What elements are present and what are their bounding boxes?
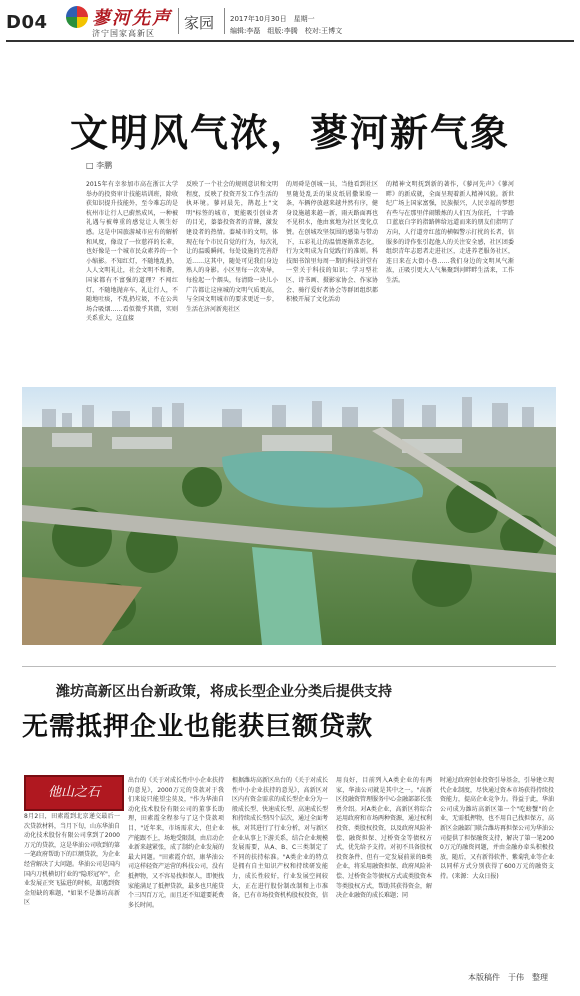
article2-column: 出台的《关于对成长性中小企业扶持的意见》，2000万元的贷款对于我们来说只能望尘莫及，"作为华油自动化技术股份有限公司的董事长助理，田素霞全程参与了这个贷款项目，"近年来，市场需求大，但企业产能跟不上，场地受限制，由启动企业新来越紧张，成了制约企业发展的最大问题。"田素霞介绍，康华油公司这样轻资产运营的科技公司，没有抵押物，又不容易找担保人，即便找家能满足了抵押贷款，最多也只能贷个三四百万元，而且还不知道要耗费多长时间。 [128,777,224,909]
article1-column: 的周舜是创城一员，当他看到社区里随处乱丢的果皮纸屑撒果睑一条，车辆停放越来越井然有序，健身设施越来越一新，雨天路面再也不见积水，他由衷地为社区变化点赞。在创城攻坚氛围的感染与带动下，五彩礼让的温情逐渐常态化，行为文明成为自觉践行的准则。科技图书馆里每周一期的科技讲堂有一堂关于科技的知识；学习型社区、诗书画、摄影家协会、作家协会、骑行爱好者协会等群团组织都积极开展了文化活动 [286,181,378,304]
newspaper-brand: 蓼河先声 [92,8,172,29]
section-divider [22,666,556,667]
article1-column: 反映了一个社会的规则意识和文明程度，反映了投资开发工作生活的执环境。蓼河晨先，鹊起上"文明"标签的城市，更能吸引创业者的目光，蓁蓁投资者的青睐，激发建设者的热情。蓁城市的文明，体现在每个市民自觉的行为，每次礼让的温暖瞬间，每处设施的完善舒适……这其中，随处可见我们身边熟人的身影。小区里每一次劝导，每捡起一个烟头，每清除一块儿小广告都让这座城的文明气质更高，与全国文明城市的要求更近一步，生活在济河新苑社区 [186,181,278,313]
header-divider [224,8,225,34]
article2-column: 用良好，目前列入A类企业的有两家，华油公司就是其中之一。"高新区投融资管理服务中心金融部部长张勇介绍。对A类企业，高新区将综合运用政府和市场两种资源，通过权利投资、类股权投资，以及政府风险补偿、融资担保、过桥资金等债权方式，优先给予支持。对初不具备股权投资条件、但有一定发展前景的B类企业，将采用融资担保、政府风险补偿、过桥资金等债权方式或类股资本等类股权方式，帮助其获得资金，解决企业融资的成长难题；同 [336,777,432,900]
article2-column: 8月2日，田素霞到北京递交最后一次贷款材料，当月下旬，山东华油自动化技术股份有限公司拿到了2000万元的贷款，这是华油公司收到的第一笔政府帮助下的巨额贷款，为企业经营解决了大问题。华油公司是国内国内刀机横切行业的"隐形冠军"，企业发展正突飞猛进的时候，却遇到资金短缺的难题，"如果不是潍坊高新区 [24,813,120,907]
column-stamp-label: 他山之石 [47,785,100,800]
article2-column: 根据潍坊高新区出台的《关于对成长性中小企业扶持的意见》，高新区对区内有资金需求的成长型企业分为一般成长型、快速成长型、高速成长型和持续成长型四个层次，通过全面考核，对其进行了行业分析，对与新区企业从事上下游关系，结合企业规模发展需要，从A、B、C三类制定了不同的扶持标准。"A类企业的特点是拥有自主知识产权和持续研发能力，成长性较好，行业发展空间较大，正在进行股份制改制和上市准备，已有市场投资机构股权投资，信 [232,777,328,900]
page-number: D04 [6,12,48,33]
article2-column: 时通过政府创业投资引导基金，引导建立现代企业制度，尽快通过资本市场获得持续投资能力，提高企业竞争力。得益于此，华油公司成为潍坊高新区第一个"吃螃蟹"的企业，无需抵押物，也不用自己找担保方，高新区金融部门联合潍坊再担保公司为华油公司提供了担保融资支持，解决了第一笔2000万元的融资问题，并由金融办牵头积极投放，随后，又有新得软件、紫菊乳业等企业以同样方式分别获得了600万元的融资支持。(来源：大众日报) [440,777,554,880]
page-credit: 本版稿件 于伟 整理 [468,973,548,982]
article2-headline: 无需抵押企业也能获巨额贷款 [22,712,374,742]
newspaper-logo-icon [66,6,88,28]
article1-column: 2015年有幸参加市高在浙江大学举办的投资审计技能培训班，除收获知识提升技能外，至今难忘的是杭州市让行人已蔚然成风，一种被礼遇与被尊重的感觉让人领生好感。这是中国旅游城市应有的解析和风度，像设了一位慈祥的长辈，也好像是一个城市民众素养的一个小缩影。不知红灯，不随地乱扔，人人文明礼让，社会文明不和谐，国家都有不富强的道理？不闯红灯，不随地抛弃车，礼让行人，不随地吐痰，不乱扔垃圾，不在公共场合吸烟……看似微乎其微，实则关系重大，这直接 [86,181,178,323]
article1-headline: 文明风气浓，蓼河新气象 [69,110,510,155]
column-stamp [24,775,124,811]
header-divider [178,8,179,34]
article1-byline: □ 李鹏 [86,161,113,170]
section-title: 家园 [184,14,215,32]
article1-column: 的精神文明抚到新的著作，《蓼河先声》《蓼河畔》的新成就，全面呈现着新人精神风貌。新世纪广场上国家富强，民族振兴，人民幸福的梦想有些与在那里伴闹锻炼的人们互为依托，十字路口蓝底白字的指路牌给远道而来的朋友们指明了方向，人行道旁红蓝的横幅警示打扰的长者，信服多的诗作张引起他人的关注安全感，社区团委组织青年志愿者走进社区，走进养老服务社区，连日来在大街小巷……我们身边的文明风气渐浓，正吸引更大人气集聚到河畔畔生活来，工作生活。 [386,181,514,284]
aerial-photo [22,387,556,645]
newspaper-brand-sub: 济宁国家高新区 [92,29,155,38]
issue-date: 2017年10月30日 星期一 [230,15,315,23]
staff-credits: 编辑:李磊 组版:李腾 校对:王博文 [230,27,343,35]
header-rule [6,40,574,42]
article2-kicker: 潍坊高新区出台新政策，将成长型企业分类后提供支持 [56,684,392,700]
